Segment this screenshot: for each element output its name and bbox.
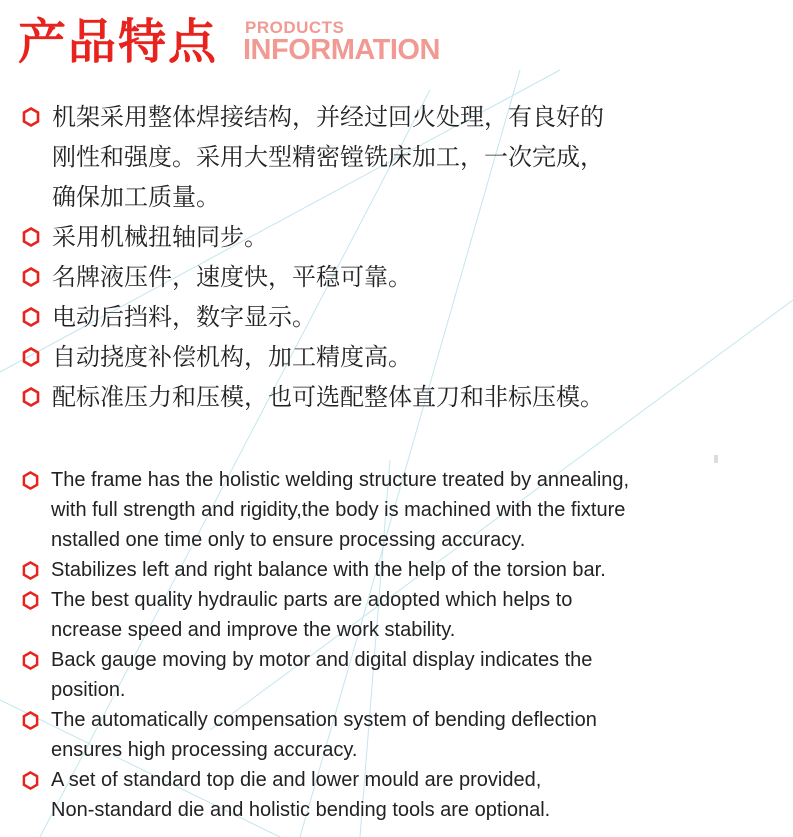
feature-item (22, 765, 782, 825)
feature-text-line: 机架采用整体焊接结构，并经过回火处理，有良好的 (52, 103, 604, 131)
feature-text-line: The best quality hydraulic parts are adopted which helps to (51, 589, 573, 611)
feature-text-line: A set of standard top die and lower mould are provided, (51, 769, 542, 791)
page-title-en-big: INFORMATION (243, 34, 440, 66)
feature-text-line: nstalled one time only to ensure processing accuracy. (51, 529, 526, 551)
hexagon-bullet-icon (22, 711, 39, 730)
feature-item (22, 337, 782, 377)
hexagon-bullet-icon (22, 347, 40, 367)
hexagon-bullet-icon (22, 267, 40, 287)
feature-text-line: 采用机械扭轴同步。 (52, 223, 268, 251)
feature-text-line: The automatically compensation system of bending deflection (51, 709, 597, 731)
feature-text-line: 配标准压力和压模，也可选配整体直刀和非标压模。 (52, 383, 604, 411)
hexagon-bullet-icon (22, 651, 39, 670)
feature-text-line: Non-standard die and holistic bending tools are optional. (51, 799, 551, 821)
feature-item (22, 257, 782, 297)
feature-item (22, 555, 782, 585)
decorative-mark (714, 455, 718, 463)
feature-item (22, 97, 782, 217)
hexagon-bullet-icon (22, 107, 40, 127)
feature-item (22, 465, 782, 555)
hexagon-bullet-icon (22, 471, 39, 490)
feature-text-line: 名牌液压件，速度快，平稳可靠。 (52, 263, 412, 291)
feature-text-line: 确保加工质量。 (52, 183, 220, 211)
feature-text-line: ncrease speed and improve the work stability. (51, 619, 456, 641)
feature-text-line: 自动挠度补偿机构，加工精度高。 (52, 343, 412, 371)
feature-text-line: Back gauge moving by motor and digital display indicates the (51, 649, 593, 671)
hexagon-bullet-icon (22, 561, 39, 580)
hexagon-bullet-icon (22, 307, 40, 327)
feature-item (22, 645, 782, 705)
feature-item (22, 705, 782, 765)
feature-text-line: 电动后挡料，数字显示。 (52, 303, 316, 331)
feature-text-line: Stabilizes left and right balance with the help of the torsion bar. (51, 559, 606, 581)
features-list-en (22, 465, 782, 825)
feature-text-line: position. (51, 679, 126, 701)
feature-text-line: with full strength and rigidity,the body is machined with the fixture (51, 499, 626, 521)
hexagon-bullet-icon (22, 771, 39, 790)
feature-text-line: The frame has the holistic welding structure treated by annealing, (51, 469, 630, 491)
feature-text-line: ensures high processing accuracy. (51, 739, 358, 761)
hexagon-bullet-icon (22, 387, 40, 407)
feature-item (22, 217, 782, 257)
page-title-cn: 产品特点 (18, 14, 219, 70)
feature-item (22, 377, 782, 417)
feature-item (22, 585, 782, 645)
page-title-en-small: PRODUCTS (245, 18, 345, 37)
features-list-cn (22, 97, 782, 417)
feature-item (22, 297, 782, 337)
hexagon-bullet-icon (22, 591, 39, 610)
feature-text-line: 刚性和强度。采用大型精密镗铣床加工，一次完成， (52, 143, 604, 171)
hexagon-bullet-icon (22, 227, 40, 247)
